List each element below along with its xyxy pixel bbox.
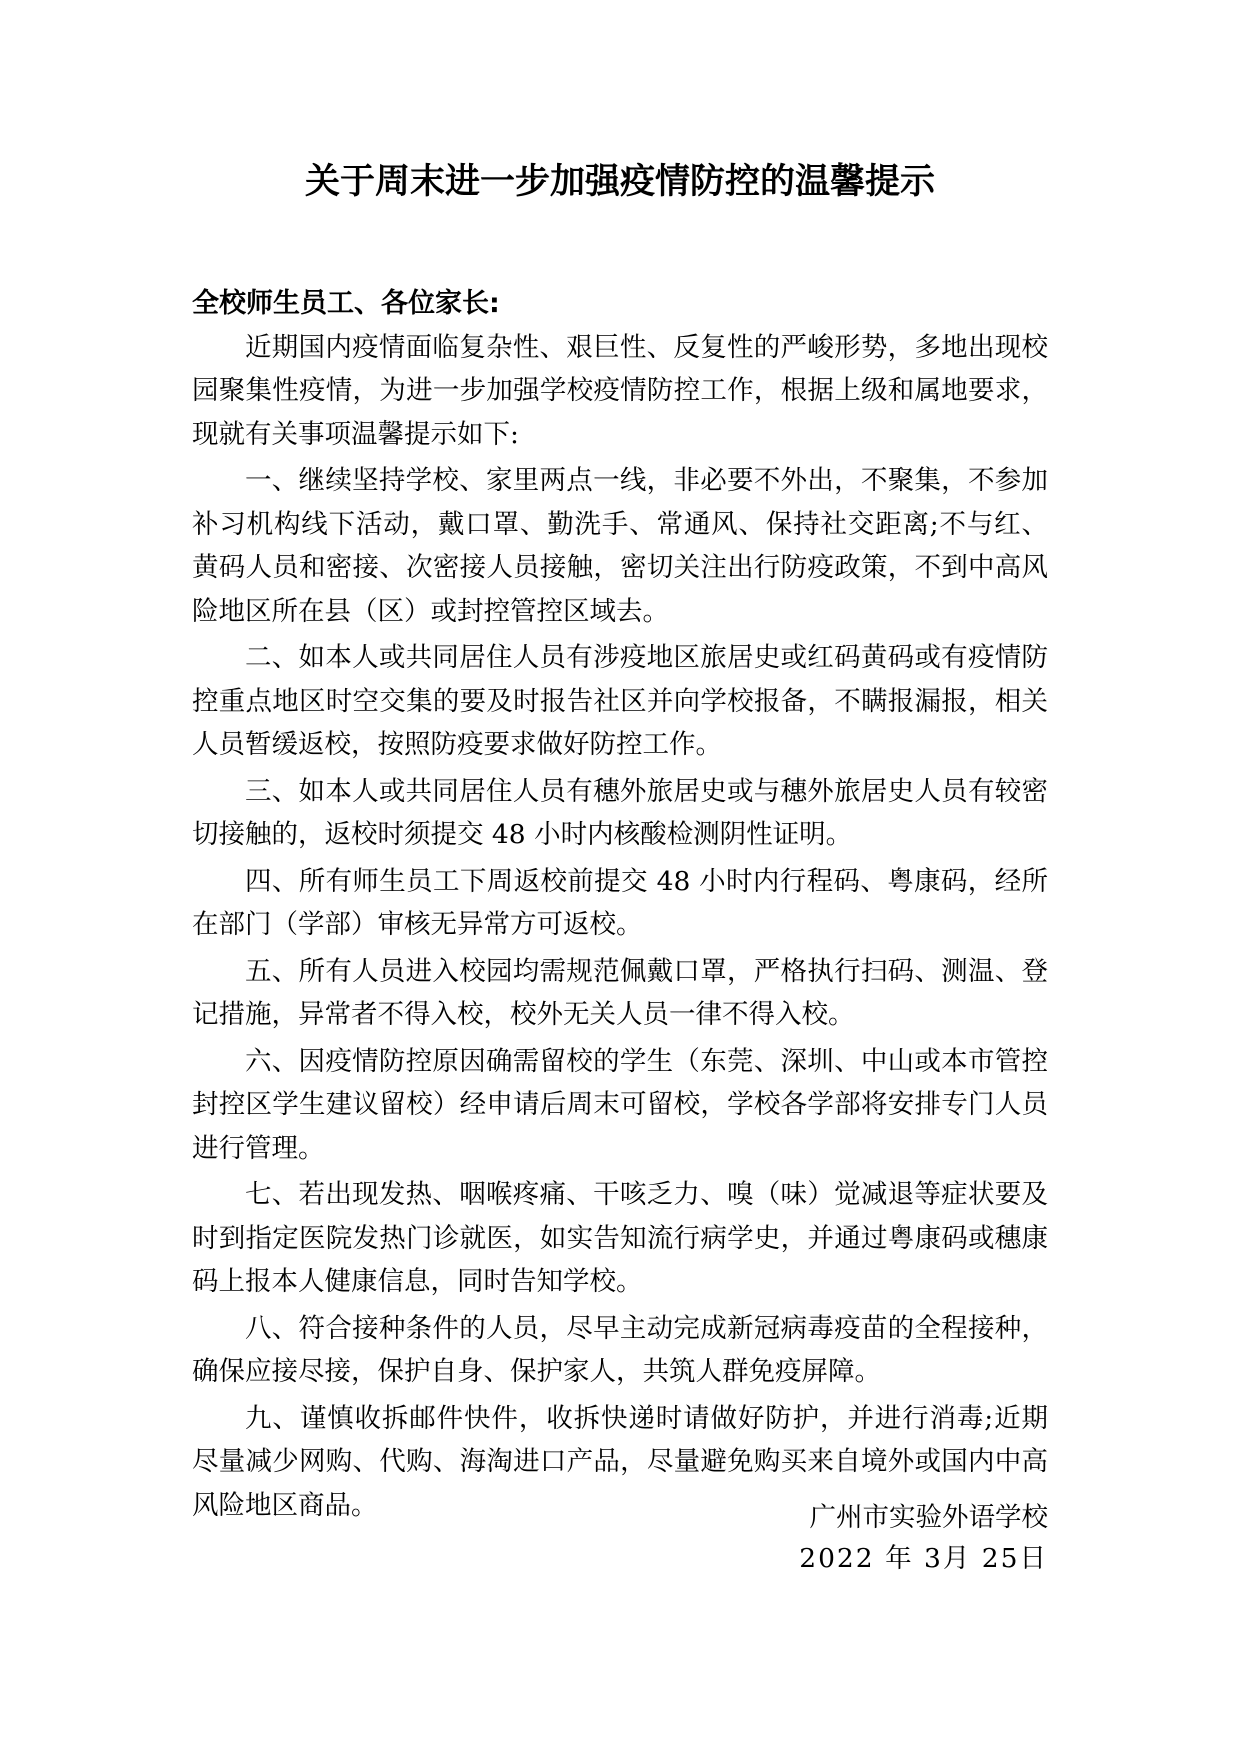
item-2-paragraph: 二、如本人或共同居住人员有涉疫地区旅居史或红码黄码或有疫情防控重点地区时空交集的要及时报告社区并向学校报备，不瞒报漏报，相关人员暂缓返校，按照防疫要求做好防控工作。 — [192, 642, 1048, 760]
salutation: 全校师生员工、各位家长: — [192, 288, 500, 319]
item-6-paragraph: 六、因疫情防控原因确需留校的学生（东莞、深圳、中山或本市管控封控区学生建议留校）经申请后周末可留校，学校各学部将安排专门人员进行管理。 — [192, 1045, 1048, 1164]
item-5-paragraph: 五、所有人员进入校园均需规范佩戴口罩，严格执行扫码、测温、登记措施，异常者不得入校，校外无关人员一律不得入校。 — [192, 955, 1048, 1030]
item-7-paragraph: 七、若出现发热、咽喉疼痛、干咳乏力、嗅（味）觉减退等症状要及时到指定医院发热门诊就医，如实告知流行病学史，并通过粤康码或穗康码上报本人健康信息，同时告知学校。 — [192, 1179, 1048, 1297]
signature-block — [799, 1497, 1048, 1579]
intro-paragraph: 近期国内疫情面临复杂性、艰巨性、反复性的严峻形势，多地出现校园聚集性疫情，为进一步加强学校疫情防控工作，根据上级和属地要求，现就有关事项温馨提示如下: — [192, 331, 1048, 450]
document-title: 关于周末进一步加强疫情防控的温馨提示 — [304, 162, 935, 202]
document-body — [192, 282, 1048, 1530]
item-9-paragraph: 九、谨慎收拆邮件快件，收拆快递时请做好防护，并进行消毒;近期尽量减少网购、代购、海淘进口产品，尽量避免购买来自境外或国内中高风险地区商品。 — [192, 1402, 1048, 1521]
item-4-paragraph: 四、所有师生员工下周返校前提交 48 小时内行程码、粤康码，经所在部门（学部）审核无异常方可返校。 — [192, 865, 1048, 940]
signature-organization: 广州市实验外语学校 — [809, 1502, 1048, 1533]
item-1-paragraph: 一、继续坚持学校、家里两点一线，非必要不外出，不聚集，不参加补习机构线下活动，戴口罩、勤洗手、常通风、保持社交距离;不与红、黄码人员和密接、次密接人员接触，密切关注出行防疫政策，不到中高风险地区所在县（区）或封控管控区域去。 — [192, 465, 1048, 627]
item-3-paragraph: 三、如本人或共同居住人员有穗外旅居史或与穗外旅居史人员有较密切接触的，返校时须提交 48 小时内核酸检测阴性证明。 — [192, 775, 1048, 850]
signature-date: 2022 年 3月 25日 — [799, 1543, 1048, 1574]
item-8-paragraph: 八、符合接种条件的人员，尽早主动完成新冠病毒疫苗的全程接种，确保应接尽接，保护自身、保护家人，共筑人群免疫屏障。 — [192, 1312, 1048, 1387]
